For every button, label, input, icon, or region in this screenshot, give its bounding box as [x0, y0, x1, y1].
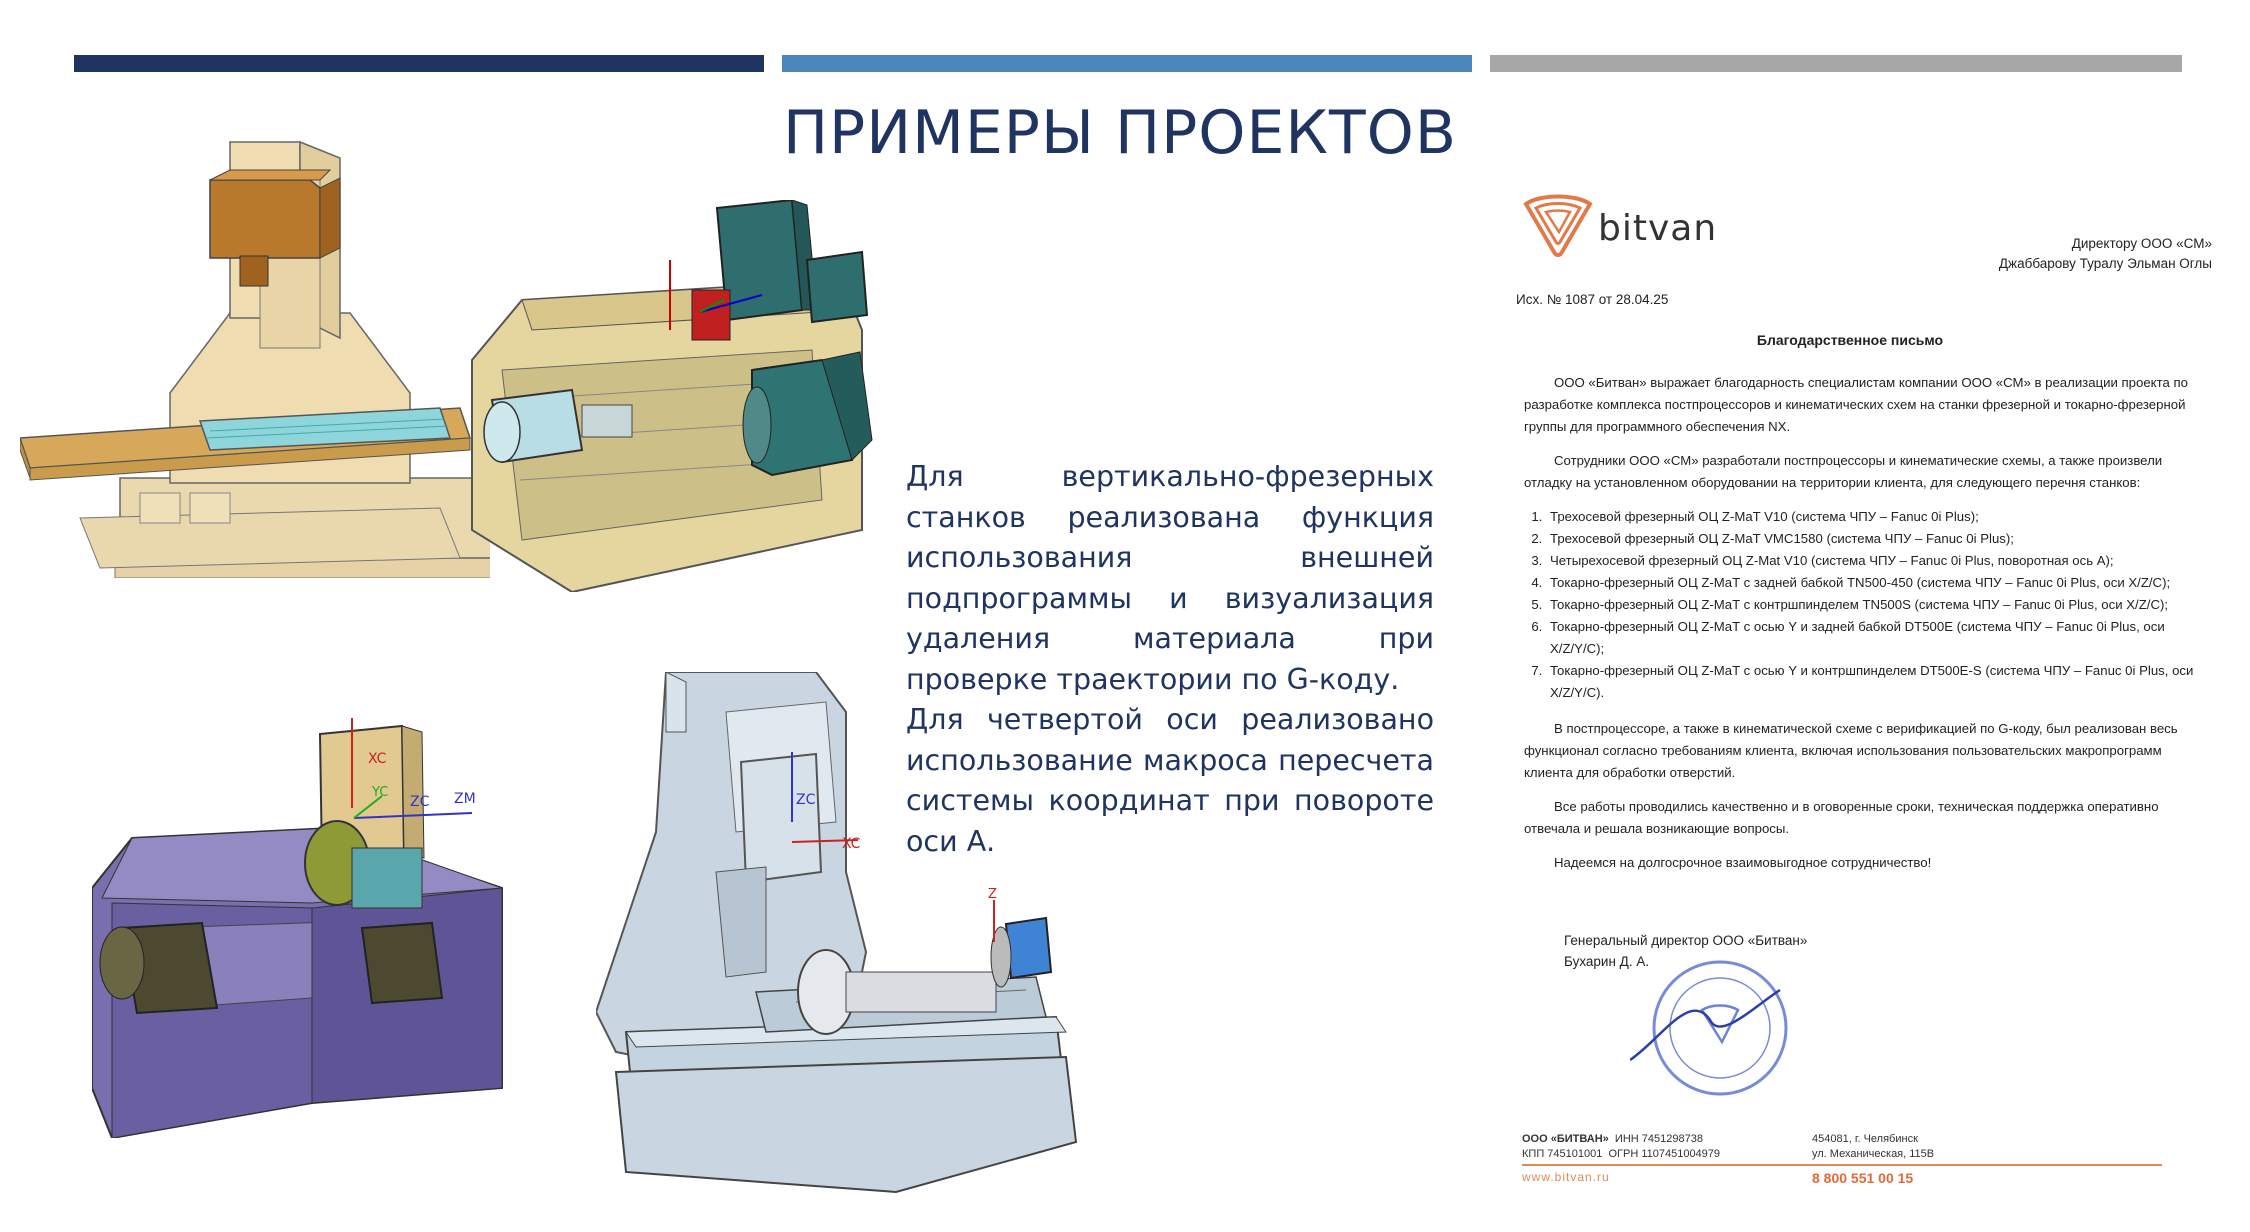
letter-reference: Исх. № 1087 от 28.04.25 — [1516, 292, 1669, 307]
list-item: 5. Токарно-фрезерный ОЦ Z-MaT с контршпинделем TN500S (система ЧПУ – Fanuc 0i Plus, оси X/Z/C); — [1546, 594, 2212, 616]
description-paragraph-2: Для четвертой оси реализовано использование макроса пересчета системы координат при повороте оси А. — [906, 703, 1434, 858]
addressee-line-2: Джаббарову Туралу Эльман Оглы — [1998, 256, 2212, 271]
footer-inn: ИНН 7451298738 — [1614, 1133, 1703, 1145]
letter-paragraph: ООО «Битван» выражает благодарность специалистам компании ООО «СМ» в реализации проекта по разработке комплекса постпроцессоров и кинематических схем на станки фрезерной и токарно-фрезерной группы для программного обеспечения NX. — [1524, 375, 2188, 434]
footer-address-1: 454081, г. Челябинск — [1812, 1133, 1918, 1145]
logo-text: bitvan — [1598, 208, 1718, 249]
signer-title: Генеральный директор ООО «Битван» — [1564, 933, 1808, 948]
svg-text:ZM: ZM — [454, 791, 476, 807]
letter-paragraph: Надеемся на долгосрочное взаимовыгодное сотрудничество! — [1554, 855, 1932, 870]
letter-paragraph: Все работы проводились качественно и в оговоренные сроки, техническая поддержка оперативно отвечала и решала возникающие вопросы. — [1524, 799, 2159, 836]
addressee-line-1: Директору ООО «СМ» — [2071, 236, 2212, 251]
description-text — [906, 457, 1434, 862]
svg-text:Z: Z — [988, 887, 997, 902]
footer-website: www.bitvan.ru — [1522, 1170, 1610, 1184]
svg-text:XC: XC — [842, 836, 861, 852]
svg-text:YC: YC — [372, 785, 389, 800]
header-bar-gray — [1490, 55, 2182, 72]
list-item: 3. Четырехосевой фрезерный ОЦ Z-Mat V10 (система ЧПУ – Fanuc 0i Plus, поворотная ось А); — [1546, 550, 2212, 572]
letter-paragraph: Сотрудники ООО «СМ» разработали постпроцессоры и кинематические схемы, а также произвели отладку на установленном оборудовании на территории клиента, для следующего перечня станков: — [1524, 453, 2163, 490]
footer-address-2: ул. Механическая, 115В — [1812, 1148, 1935, 1160]
list-item: 4. Токарно-фрезерный ОЦ Z-MaT с задней бабкой TN500-450 (система ЧПУ – Fanuc 0i Plus, оси X/Z/C); — [1546, 572, 2212, 594]
thank-you-letter — [1450, 160, 2250, 1220]
addressee — [1999, 234, 2212, 274]
company-stamp-icon — [1630, 950, 1790, 1100]
signer-name: Бухарин Д. А. — [1564, 954, 1650, 969]
bitvan-logo-icon — [1522, 190, 1594, 262]
list-item: 6. Токарно-фрезерный ОЦ Z-MaT с осью Y и задней бабкой DT500E (система ЧПУ – Fanuc 0i Plus, оси X/Z/Y/C); — [1546, 616, 2212, 660]
svg-text:XC: XC — [368, 751, 387, 767]
machine-list — [1524, 506, 2212, 704]
letter-body — [1524, 372, 2212, 886]
list-item: 2. Трехосевой фрезерный ОЦ Z-MaT VMC1580 (система ЧПУ – Fanuc 0i Plus); — [1546, 528, 2212, 550]
svg-text:ZC: ZC — [410, 794, 430, 810]
letter-paragraph: В постпроцессоре, а также в кинематической схеме с верификацией по G-коду, был реализован весь функционал согласно требованиям клиента, включая использования пользовательских макропрограмм клиента для обработки отверстий. — [1524, 721, 2178, 780]
list-item: 7. Токарно-фрезерный ОЦ Z-MaT с осью Y и контршпинделем DT500E-S (система ЧПУ – Fanuc 0i Plus, оси X/Z/Y/C). — [1546, 660, 2212, 704]
svg-text:ZC: ZC — [796, 792, 816, 808]
header-bar-blue — [782, 55, 1472, 72]
footer-phone: 8 800 551 00 15 — [1812, 1170, 1914, 1186]
description-paragraph-1: Для вертикально-фрезерных станков реализована функция использования внешней подпрограммы и визуализация удаления материала при проверке траектории по G-коду. — [906, 460, 1434, 696]
list-item: 1. Трехосевой фрезерный ОЦ Z-MaT V10 (система ЧПУ – Fanuc 0i Plus); — [1546, 506, 2212, 528]
vertical-milling-machine-image — [20, 138, 490, 578]
footer-ogrn: ОГРН 1107451004979 — [1608, 1148, 1721, 1160]
four-axis-milling-machine-image — [92, 708, 512, 1138]
turn-mill-machine-image — [462, 200, 882, 592]
footer-divider — [1522, 1164, 2162, 1166]
page-title: ПРИМЕРЫ ПРОЕКТОВ — [782, 98, 1458, 168]
footer-org: ООО «БИТВАН» — [1522, 1133, 1609, 1145]
footer-kpp: КПП 745101001 — [1522, 1148, 1603, 1160]
header-bar-navy — [74, 55, 764, 72]
letter-heading: Благодарственное письмо — [1756, 332, 1944, 348]
